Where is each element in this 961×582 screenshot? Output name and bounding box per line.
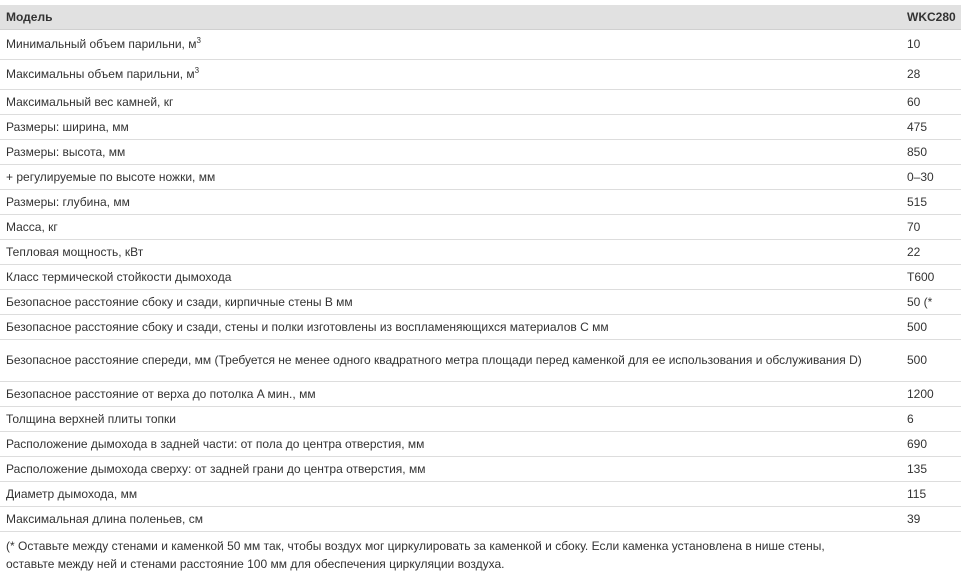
table-row [0, 340, 961, 382]
footnote [6, 537, 946, 573]
param-label [0, 265, 901, 290]
table-row [0, 315, 961, 340]
param-label [0, 140, 901, 165]
footnote-line-1: (* Оставьте между стенами и каменкой 50 мм так, чтобы воздух мог циркулировать за каменкой и сбоку. Если каменка установлена в нише стены, [6, 539, 825, 553]
param-label-text: + регулируемые по высоте ножки, мм [6, 169, 216, 184]
param-value: 500 [901, 340, 961, 382]
param-value: 1200 [901, 382, 961, 407]
param-label-text: Безопасное расстояние сбоку и сзади, кирпичные стены B мм [6, 294, 353, 309]
param-label [0, 215, 901, 240]
param-label [0, 115, 901, 140]
table-row [0, 215, 961, 240]
param-value: 0–30 [901, 165, 961, 190]
param-label [0, 482, 901, 507]
param-label-text: Размеры: высота, мм [6, 144, 126, 159]
param-label-text: Минимальный объем парильни, м [6, 37, 197, 51]
param-value: 475 [901, 115, 961, 140]
param-label-text: Масса, кг [6, 219, 58, 234]
header-model-label: Модель [0, 5, 901, 30]
table-row [0, 457, 961, 482]
param-label [0, 190, 901, 215]
spec-table-body [0, 30, 961, 532]
param-value: 60 [901, 90, 961, 115]
table-row [0, 482, 961, 507]
param-label [0, 432, 901, 457]
param-label [0, 407, 901, 432]
param-value: 135 [901, 457, 961, 482]
table-row [0, 165, 961, 190]
param-label [0, 507, 901, 532]
param-label-text: Диаметр дымохода, мм [6, 486, 138, 501]
param-value: 50 (* [901, 290, 961, 315]
param-value: 6 [901, 407, 961, 432]
param-value: 70 [901, 215, 961, 240]
param-value: 515 [901, 190, 961, 215]
param-label-text: Максимальная длина поленьев, см [6, 511, 203, 526]
param-label [0, 382, 901, 407]
param-label-text: Максимальны объем парильни, м [6, 67, 195, 81]
param-label [0, 90, 901, 115]
param-label [0, 165, 901, 190]
param-label-text: Тепловая мощность, кВт [6, 244, 144, 259]
table-row [0, 432, 961, 457]
table-row [0, 30, 961, 60]
param-value: 22 [901, 240, 961, 265]
table-header-row [0, 5, 961, 30]
param-value: 850 [901, 140, 961, 165]
param-label-text: Расположение дымохода в задней части: от пола до центра отверстия, мм [6, 436, 425, 451]
unit-superscript: 3 [194, 66, 200, 75]
param-value: 500 [901, 315, 961, 340]
header-model-value: WKC280 [901, 5, 961, 30]
table-row [0, 240, 961, 265]
table-row [0, 382, 961, 407]
param-label-text: Максимальный вес камней, кг [6, 94, 174, 109]
param-label [0, 30, 901, 60]
param-label [0, 240, 901, 265]
param-label-text: Размеры: ширина, мм [6, 119, 129, 134]
param-label [0, 340, 901, 382]
param-label-text: Класс термической стойкости дымохода [6, 269, 232, 284]
param-value: 28 [901, 60, 961, 90]
param-label-text: Безопасное расстояние от верха до потолка A мин., мм [6, 386, 316, 401]
table-row [0, 190, 961, 215]
table-row [0, 140, 961, 165]
param-value: T600 [901, 265, 961, 290]
param-label [0, 457, 901, 482]
param-value: 115 [901, 482, 961, 507]
param-label-text: Толщина верхней плиты топки [6, 411, 176, 426]
param-value: 39 [901, 507, 961, 532]
table-row [0, 407, 961, 432]
param-value: 690 [901, 432, 961, 457]
param-label [0, 290, 901, 315]
param-label-text: Расположение дымохода сверху: от задней грани до центра отверстия, мм [6, 461, 426, 476]
table-row [0, 90, 961, 115]
param-label-text: Безопасное расстояние сбоку и сзади, стены и полки изготовлены из воспламеняющихся материалов C мм [6, 319, 609, 334]
footnote-line-2: оставьте между ней и стенами расстояние 100 мм для обеспечения циркуляции воздуха. [6, 557, 505, 571]
spec-table [0, 5, 961, 532]
table-row [0, 60, 961, 90]
unit-superscript: 3 [196, 36, 201, 45]
table-row [0, 265, 961, 290]
table-row [0, 115, 961, 140]
param-label [0, 60, 901, 90]
param-label-text: Безопасное расстояние спереди, мм (Требуется не менее одного квадратного метра площади перед каменкой для ее использования и обслуживания D) [6, 353, 862, 367]
param-value: 10 [901, 30, 961, 60]
table-row [0, 507, 961, 532]
param-label [0, 315, 901, 340]
param-label-text: Размеры: глубина, мм [6, 194, 130, 209]
table-row [0, 290, 961, 315]
